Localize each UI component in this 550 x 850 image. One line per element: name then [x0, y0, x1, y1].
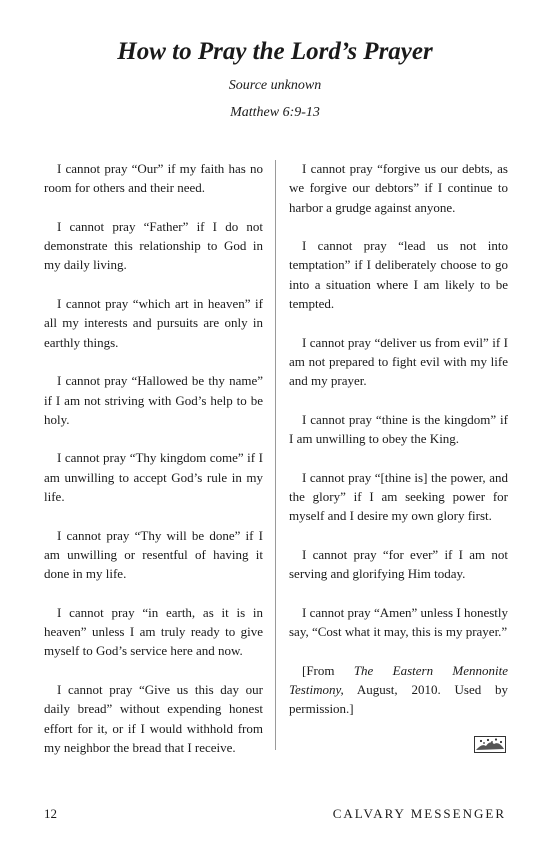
paragraph: I cannot pray “Thy kingdom come” if I am unwilling to accept God’s rule in my life. — [44, 450, 263, 505]
paragraph: I cannot pray “thine is the kingdom” if I am unwilling to obey the King. — [289, 411, 508, 447]
paragraph: I cannot pray “Give us this day our daily bread” without expending honest effort for it, or if I would withhold from my neighbor the bread that I receive. — [44, 682, 263, 755]
right-column — [289, 159, 508, 738]
paragraph: I cannot pray “Amen” unless I honestly say, “Cost what it may, this is my prayer.” — [289, 604, 508, 640]
article-source: Source unknown — [228, 78, 322, 93]
paragraph: I cannot pray “Father” if I do not demonstrate this relationship to God in my daily living. — [44, 218, 263, 273]
credit-publication: The Eastern Mennonite Testimony, — [289, 662, 508, 698]
running-head: CALVARY MESSENGER — [332, 806, 506, 821]
column-divider — [275, 160, 276, 750]
paragraph: I cannot pray “deliver us from evil” if I am not prepared to fight evil with my life and my prayer. — [289, 334, 508, 389]
paragraph: I cannot pray “which art in heaven” if all my interests and pursuits are only in earthly things. — [44, 296, 263, 350]
paragraph: I cannot pray “for ever” if I am not serving and glorifying Him today. — [289, 546, 508, 582]
paragraph: I cannot pray “in earth, as it is in heaven” unless I am truly ready to give myself to God’s service here and now. — [44, 604, 263, 659]
credit-suffix: August, 2010. Used by permission.] — [289, 682, 508, 717]
credit-line — [289, 661, 508, 719]
scripture-reference: Matthew 6:9-13 — [230, 105, 320, 120]
paragraph: I cannot pray “lead us not into temptation” if I deliberately choose to go into a situation where I am likely to be tempted. — [289, 238, 508, 312]
end-of-article-ornament-icon — [474, 736, 506, 753]
article-title: How to Pray the Lord’s Prayer — [117, 38, 433, 65]
page-number: 12 — [44, 806, 57, 821]
credit-prefix: [From — [302, 662, 354, 678]
paragraph: I cannot pray “Thy will be done” if I am unwilling or resentful of having it done in my life. — [44, 527, 263, 582]
paragraph: I cannot pray “Hallowed be thy name” if I am not striving with God’s help to be holy. — [44, 373, 263, 427]
paragraph: I cannot pray “forgive us our debts, as we forgive our debtors” if I continue to harbor a grudge against anyone. — [289, 161, 508, 215]
left-column — [44, 159, 263, 777]
paragraph: I cannot pray “Our” if my faith has no room for others and their need. — [44, 161, 263, 196]
paragraph: I cannot pray “[thine is] the power, and the glory” if I am seeking power for myself and I desire my own glory first. — [289, 469, 508, 524]
